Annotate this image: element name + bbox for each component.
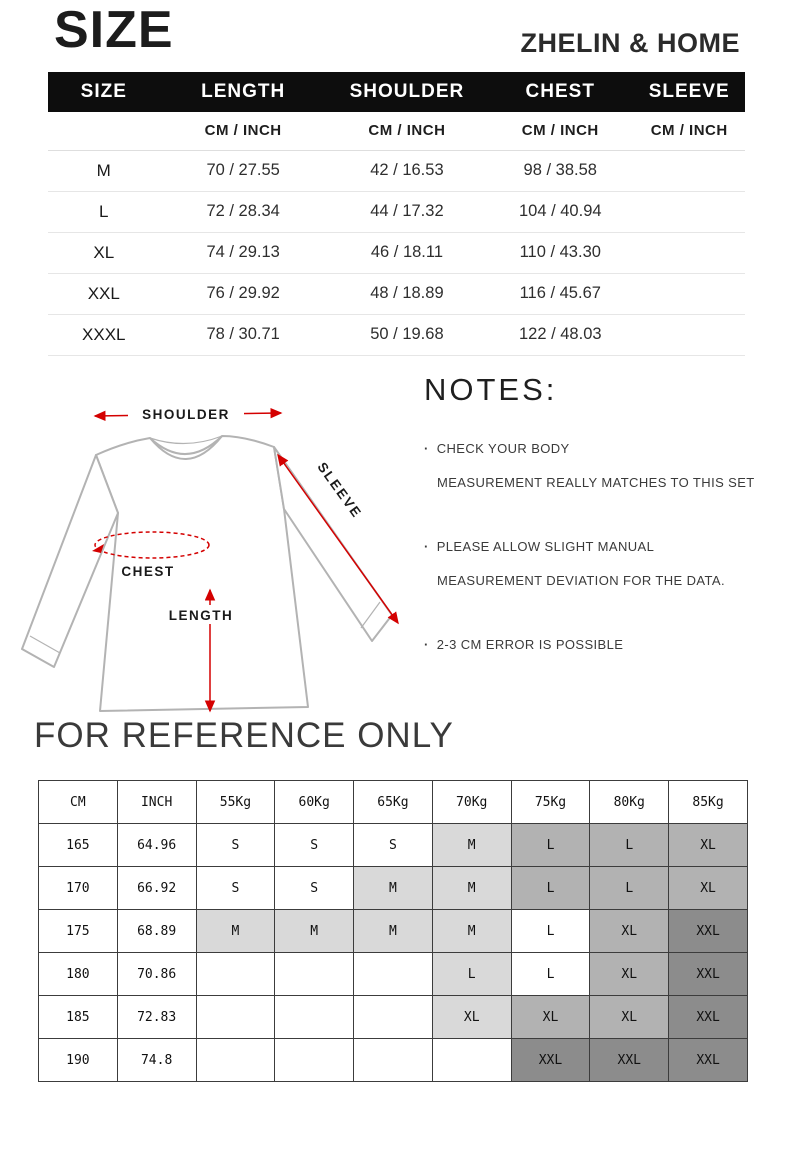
recommended-size-cell: L bbox=[511, 824, 590, 867]
measurement-cell: 44 / 17.32 bbox=[327, 191, 487, 232]
recommended-size-cell: S bbox=[354, 824, 433, 867]
measurement-cell: 72 / 28.34 bbox=[160, 191, 327, 232]
recommended-size-cell: S bbox=[275, 867, 354, 910]
measurement-cell bbox=[633, 232, 745, 273]
measurement-cell: 98 / 38.58 bbox=[487, 150, 633, 191]
sleeve-label: SLEEVE bbox=[314, 459, 365, 522]
reference-table-row bbox=[39, 1039, 748, 1082]
cm-cell: 170 bbox=[39, 867, 118, 910]
note-line: · 2-3 CM ERROR IS POSSIBLE bbox=[424, 637, 624, 652]
recommended-size-cell: M bbox=[354, 867, 433, 910]
reference-column-header: 60Kg bbox=[275, 781, 354, 824]
notes-section bbox=[424, 372, 786, 692]
measurement-cell: 110 / 43.30 bbox=[487, 232, 633, 273]
unit-label: CM / INCH bbox=[487, 112, 633, 150]
reference-table-row bbox=[39, 867, 748, 910]
recommended-size-cell bbox=[275, 996, 354, 1039]
recommended-size-cell: XL bbox=[511, 996, 590, 1039]
reference-column-header: 75Kg bbox=[511, 781, 590, 824]
recommended-size-cell: XL bbox=[590, 953, 669, 996]
chest-label: CHEST bbox=[121, 564, 175, 579]
recommended-size-cell: S bbox=[196, 867, 275, 910]
recommended-size-cell: L bbox=[432, 953, 511, 996]
size-cell: L bbox=[48, 191, 160, 232]
recommended-size-cell: L bbox=[511, 953, 590, 996]
recommended-size-cell: L bbox=[590, 867, 669, 910]
recommended-size-cell bbox=[275, 1039, 354, 1082]
note-line: MEASUREMENT DEVIATION FOR THE DATA. bbox=[437, 573, 725, 588]
size-table-column-header: LENGTH bbox=[160, 72, 327, 112]
reference-column-header: 55Kg bbox=[196, 781, 275, 824]
recommended-size-cell bbox=[196, 953, 275, 996]
reference-column-header: 65Kg bbox=[354, 781, 433, 824]
unit-label: CM / INCH bbox=[327, 112, 487, 150]
measurement-cell bbox=[633, 273, 745, 314]
measurement-cell: 116 / 45.67 bbox=[487, 273, 633, 314]
size-table-row bbox=[48, 232, 745, 273]
size-cell: XXXL bbox=[48, 314, 160, 355]
recommended-size-cell bbox=[196, 996, 275, 1039]
reference-column-header: CM bbox=[39, 781, 118, 824]
bullet-icon: · bbox=[424, 637, 429, 652]
measurement-cell: 122 / 48.03 bbox=[487, 314, 633, 355]
measurement-cell: 78 / 30.71 bbox=[160, 314, 327, 355]
reference-table-row bbox=[39, 996, 748, 1039]
measurement-cell bbox=[633, 314, 745, 355]
page-title: SIZE bbox=[54, 1, 174, 59]
size-cell: XXL bbox=[48, 273, 160, 314]
recommended-size-cell bbox=[354, 953, 433, 996]
size-table-unit-row bbox=[48, 112, 745, 150]
bullet-icon: · bbox=[424, 441, 429, 456]
unit-label: CM / INCH bbox=[160, 112, 327, 150]
recommended-size-cell: XXL bbox=[590, 1039, 669, 1082]
reference-table-row bbox=[39, 824, 748, 867]
size-cell: XL bbox=[48, 232, 160, 273]
size-table-header-row bbox=[48, 72, 745, 112]
size-table-row bbox=[48, 314, 745, 355]
measurement-cell: 104 / 40.94 bbox=[487, 191, 633, 232]
recommended-size-cell: XXL bbox=[669, 910, 748, 953]
recommended-size-cell: S bbox=[275, 824, 354, 867]
recommended-size-cell: XL bbox=[590, 910, 669, 953]
notes-title: NOTES: bbox=[424, 372, 558, 407]
unit-empty-cell bbox=[48, 112, 160, 150]
size-table-row bbox=[48, 191, 745, 232]
reference-table-header-row bbox=[39, 781, 748, 824]
recommended-size-cell bbox=[275, 953, 354, 996]
recommended-size-cell: XL bbox=[432, 996, 511, 1039]
reference-title: FOR REFERENCE ONLY bbox=[34, 716, 454, 755]
shoulder-label: SHOULDER bbox=[142, 407, 230, 422]
reference-column-header: 80Kg bbox=[590, 781, 669, 824]
measurement-cell: 50 / 19.68 bbox=[327, 314, 487, 355]
measurement-cell: 76 / 29.92 bbox=[160, 273, 327, 314]
recommended-size-cell: L bbox=[590, 824, 669, 867]
size-table-body bbox=[48, 150, 745, 355]
size-table-column-header: CHEST bbox=[487, 72, 633, 112]
bullet-icon: · bbox=[424, 539, 429, 554]
measurement-cell: 74 / 29.13 bbox=[160, 232, 327, 273]
inch-cell: 66.92 bbox=[117, 867, 196, 910]
recommended-size-cell: L bbox=[511, 867, 590, 910]
notes-list bbox=[424, 432, 786, 662]
inch-cell: 68.89 bbox=[117, 910, 196, 953]
reference-table bbox=[38, 780, 748, 1082]
recommended-size-cell: M bbox=[432, 867, 511, 910]
measurement-cell: 46 / 18.11 bbox=[327, 232, 487, 273]
note-item bbox=[424, 628, 786, 662]
recommended-size-cell bbox=[354, 996, 433, 1039]
recommended-size-cell: XXL bbox=[669, 953, 748, 996]
recommended-size-cell: M bbox=[432, 910, 511, 953]
inch-cell: 72.83 bbox=[117, 996, 196, 1039]
size-table-column-header: SIZE bbox=[48, 72, 160, 112]
recommended-size-cell: M bbox=[196, 910, 275, 953]
shirt-measurement-diagram bbox=[0, 383, 420, 718]
measurement-cell bbox=[633, 150, 745, 191]
inch-cell: 64.96 bbox=[117, 824, 196, 867]
note-item bbox=[424, 530, 786, 598]
cm-cell: 165 bbox=[39, 824, 118, 867]
recommended-size-cell: M bbox=[432, 824, 511, 867]
cm-cell: 185 bbox=[39, 996, 118, 1039]
reference-table-body bbox=[39, 824, 748, 1082]
brand-name: ZHELIN & HOME bbox=[520, 28, 740, 58]
measurement-cell: 42 / 16.53 bbox=[327, 150, 487, 191]
recommended-size-cell: S bbox=[196, 824, 275, 867]
measurement-cell: 48 / 18.89 bbox=[327, 273, 487, 314]
recommended-size-cell: XXL bbox=[511, 1039, 590, 1082]
recommended-size-cell: XL bbox=[590, 996, 669, 1039]
recommended-size-cell bbox=[196, 1039, 275, 1082]
cm-cell: 190 bbox=[39, 1039, 118, 1082]
measurement-cell bbox=[633, 191, 745, 232]
note-line: MEASUREMENT REALLY MATCHES TO THIS SET bbox=[437, 475, 755, 490]
size-cell: M bbox=[48, 150, 160, 191]
recommended-size-cell bbox=[432, 1039, 511, 1082]
inch-cell: 74.8 bbox=[117, 1039, 196, 1082]
size-table bbox=[48, 72, 745, 356]
recommended-size-cell: XXL bbox=[669, 1039, 748, 1082]
reference-table-row bbox=[39, 910, 748, 953]
note-item bbox=[424, 432, 786, 500]
recommended-size-cell: M bbox=[354, 910, 433, 953]
note-line: · CHECK YOUR BODY bbox=[424, 441, 570, 456]
unit-label: CM / INCH bbox=[633, 112, 745, 150]
cm-cell: 180 bbox=[39, 953, 118, 996]
recommended-size-cell: M bbox=[275, 910, 354, 953]
recommended-size-cell bbox=[354, 1039, 433, 1082]
recommended-size-cell: XL bbox=[669, 824, 748, 867]
measurement-cell: 70 / 27.55 bbox=[160, 150, 327, 191]
note-line: · PLEASE ALLOW SLIGHT MANUAL bbox=[424, 539, 655, 554]
recommended-size-cell: XXL bbox=[669, 996, 748, 1039]
size-table-row bbox=[48, 150, 745, 191]
cm-cell: 175 bbox=[39, 910, 118, 953]
recommended-size-cell: L bbox=[511, 910, 590, 953]
recommended-size-cell: XL bbox=[669, 867, 748, 910]
reference-column-header: 85Kg bbox=[669, 781, 748, 824]
size-table-column-header: SHOULDER bbox=[327, 72, 487, 112]
size-table-column-header: SLEEVE bbox=[633, 72, 745, 112]
length-label: LENGTH bbox=[168, 608, 234, 623]
reference-table-row bbox=[39, 953, 748, 996]
size-table-row bbox=[48, 273, 745, 314]
reference-column-header: 70Kg bbox=[432, 781, 511, 824]
reference-column-header: INCH bbox=[117, 781, 196, 824]
shirt-diagram bbox=[0, 383, 420, 718]
inch-cell: 70.86 bbox=[117, 953, 196, 996]
